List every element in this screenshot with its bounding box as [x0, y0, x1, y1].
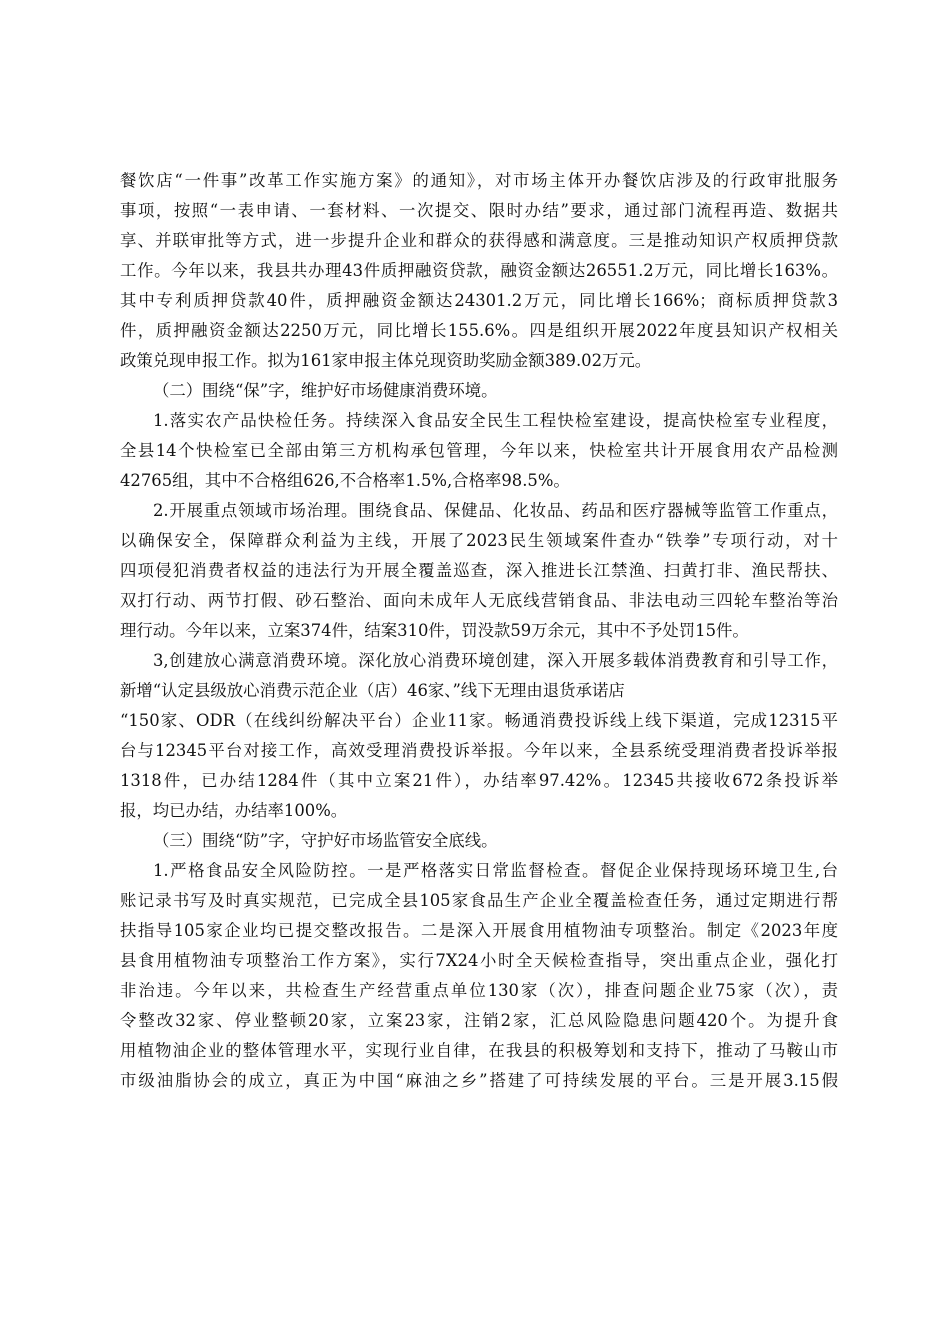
body-line: 享、并联审批等方式，进一步提升企业和群众的获得感和满意度。三是推动知识产权质押贷款: [120, 231, 838, 250]
body-line: 市级油脂协会的成立，真正为中国“麻油之乡”搭建了可持续发展的平台。三是开展3.15假: [120, 1071, 838, 1090]
section-heading: （二）围绕“保”字，维护好市场健康消费环境。: [153, 381, 498, 400]
body-line: 1318件，已办结1284件（其中立案21件），办结率97.42%。12345共接收672条投诉举: [120, 771, 838, 790]
body-line: 台与12345平台对接工作，高效受理消费投诉举报。今年以来，全县系统受理消费者投诉举报: [120, 741, 838, 760]
body-line: 事项，按照“一表申请、一套材料、一次提交、限时办结”要求，通过部门流程再造、数据共: [120, 201, 838, 220]
body-line: 全县14个快检室已全部由第三方机构承包管理，今年以来，快检室共计开展食用农产品检测: [120, 441, 838, 460]
body-line: 报，均已办结，办结率100%。: [120, 801, 348, 820]
body-line: 新增“认定县级放心消费示范企业（店）46家、”线下无理由退货承诺店: [120, 681, 625, 700]
body-line: 用植物油企业的整体管理水平，实现行业自律，在我县的积极筹划和支持下，推动了马鞍山市: [120, 1041, 838, 1060]
body-line: 账记录书写及时真实规范，已完成全县105家食品生产企业全覆盖检查任务，通过定期进行帮: [120, 891, 838, 910]
body-line: 1.落实农产品快检任务。持续深入食品安全民生工程快检室建设，提高快检室专业程度，: [153, 411, 838, 430]
body-line: 2.开展重点领域市场治理。围绕食品、保健品、化妆品、药品和医疗器械等监管工作重点，: [153, 501, 838, 520]
body-line: 政策兑现申报工作。拟为161家申报主体兑现资助奖励金额389.02万元。: [120, 351, 652, 370]
body-line: 四项侵犯消费者权益的违法行为开展全覆盖巡查，深入推进长江禁渔、扫黄打非、渔民帮扶、: [120, 561, 838, 580]
body-line: 件，质押融资金额达2250万元，同比增长155.6%。四是组织开展2022年度县知识产权相关: [120, 321, 838, 340]
body-line: 非治违。今年以来，共检查生产经营重点单位130家（次），排查问题企业75家（次），责: [120, 981, 838, 1000]
body-line: 其中专利质押贷款40件，质押融资金额达24301.2万元，同比增长166%；商标质押贷款3: [120, 291, 838, 310]
body-line: 令整改32家、停业整顿20家，立案23家，注销2家，汇总风险隐患问题420个。为提升食: [120, 1011, 838, 1030]
body-line: 42765组，其中不合格组626,不合格率1.5%,合格率98.5%。: [120, 471, 570, 490]
body-line: 县食用植物油专项整治工作方案》，实行7X24小时全天候检查指导，突出重点企业，强化打: [120, 951, 838, 970]
body-line: 扶指导105家企业均已提交整改报告。二是深入开展食用植物油专项整治。制定《2023年度: [120, 921, 838, 940]
body-line: 餐饮店“一件事”改革工作实施方案》的通知》，对市场主体开办餐饮店涉及的行政审批服务: [120, 171, 838, 190]
document-body: [120, 166, 838, 1096]
body-line: 理行动。今年以来，立案374件，结案310件，罚没款59万余元，其中不予处罚15件。: [120, 621, 749, 640]
body-line: 双打行动、两节打假、砂石整治、面向未成年人无底线营销食品、非法电动三四轮车整治等治: [120, 591, 838, 610]
body-line: “150家、ODR（在线纠纷解决平台）企业11家。畅通消费投诉线上线下渠道，完成12315平: [120, 711, 838, 730]
body-line: 以确保安全，保障群众利益为主线，开展了2023民生领域案件查办“铁拳”专项行动，对十: [120, 531, 838, 550]
body-line: 1.严格食品安全风险防控。一是严格落实日常监督检查。督促企业保持现场环境卫生,台: [153, 861, 838, 880]
section-heading: （三）围绕“防”字，守护好市场监管安全底线。: [153, 831, 498, 850]
body-line: 3,创建放心满意消费环境。深化放心消费环境创建，深入开展多载体消费教育和引导工作，: [153, 651, 838, 670]
body-line: 工作。今年以来，我县共办理43件质押融资贷款，融资金额达26551.2万元，同比增长163%。: [120, 261, 838, 280]
